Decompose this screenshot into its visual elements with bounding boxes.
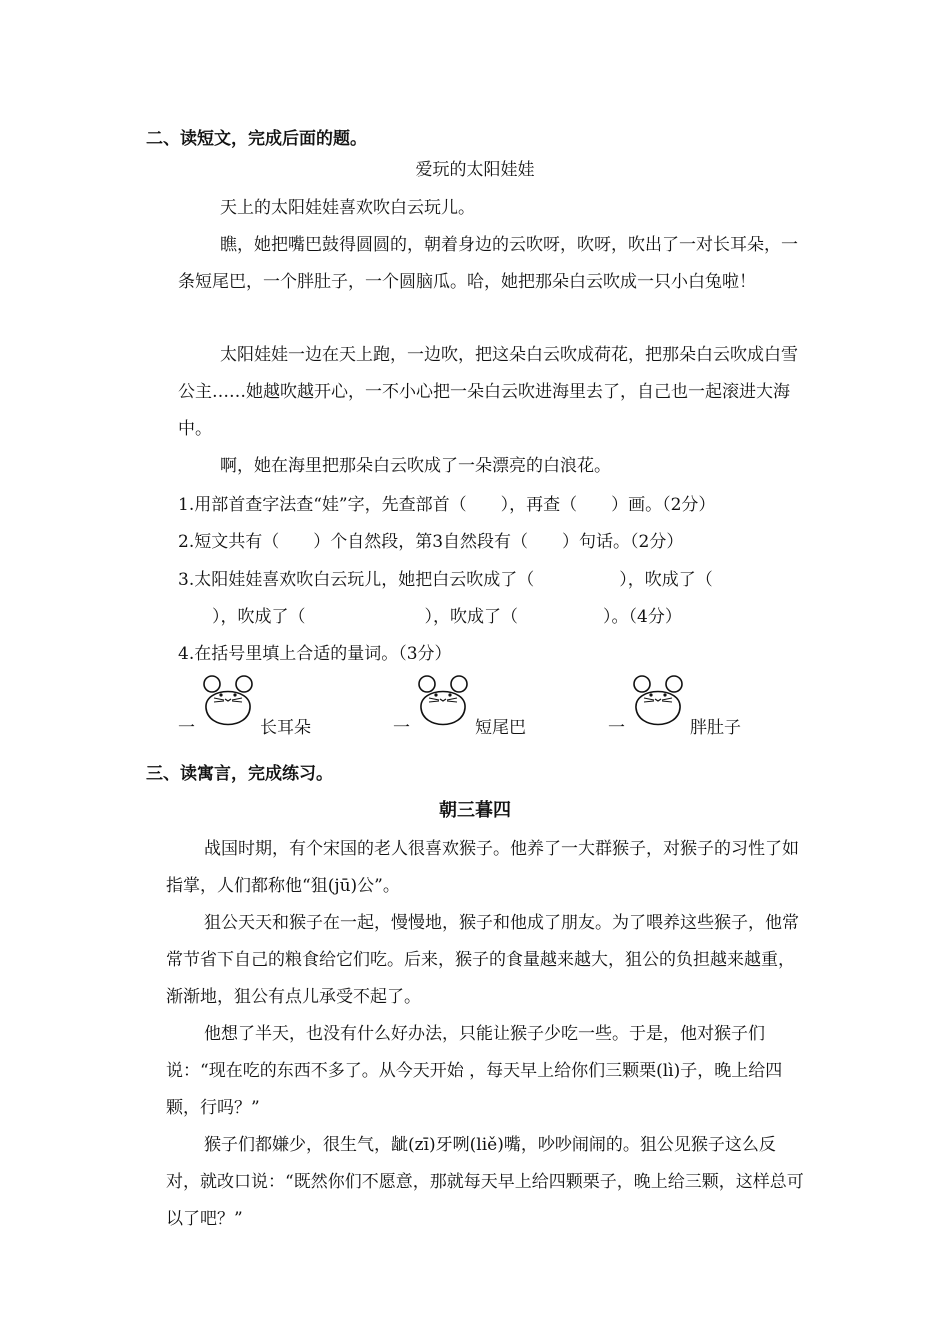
question-2: 2.短文共有（ ）个自然段，第3自然段有（ ）句话。（2分） xyxy=(178,532,684,552)
question-4: 4.在括号里填上合适的量词。（3分） xyxy=(178,644,452,664)
story2-paragraph-4: 猴子们都嫌少，很生气，龇(zī)牙咧(liě)嘴，吵吵闹闹的。狙公见猴子这么反对，就改口说：“既然你们不愿意，那就每天早上给四颗栗子，晚上给三颗，这样总可以了吧？” xyxy=(166,1135,804,1229)
measure-noun-2: 短尾巴 xyxy=(475,718,526,738)
question-3-line-2: ），吹成了（ ），吹成了（ ）。（4分） xyxy=(178,607,682,627)
story-title-2: 朝三暮四 xyxy=(439,800,511,821)
measure-noun-1: 长耳朵 xyxy=(260,718,311,738)
measure-prefix-2: 一 xyxy=(393,718,410,738)
story1-paragraph-4: 啊，她在海里把那朵白云吹成了一朵漂亮的白浪花。 xyxy=(220,456,611,476)
mouse-blank-icon xyxy=(413,672,473,734)
story1-paragraph-3: 太阳娃娃一边在天上跑，一边吹，把这朵白云吹成荷花，把那朵白云吹成白雪公主……她越吹越开心，一不小心把一朵白云吹进海里去了，自己也一起滚进大海中。 xyxy=(178,345,798,439)
question-3-line-1: 3.太阳娃娃喜欢吹白云玩儿，她把白云吹成了（ ），吹成了（ xyxy=(178,570,713,590)
story2-paragraph-1: 战国时期，有个宋国的老人很喜欢猴子。他养了一大群猴子，对猴子的习性了如指掌，人们都称他“狙(jū)公”。 xyxy=(166,839,799,896)
question-1: 1.用部首查字法查“娃”字，先查部首（ ），再查（ ）画。（2分） xyxy=(178,495,716,515)
section-2-heading: 二、读短文，完成后面的题。 xyxy=(146,129,367,149)
story-title-1: 爱玩的太阳娃娃 xyxy=(415,160,535,180)
story1-paragraph-2: 瞧，她把嘴巴鼓得圆圆的，朝着身边的云吹呀，吹呀，吹出了一对长耳朵，一条短尾巴，一个胖肚子，一个圆脑瓜。哈，她把那朵白云吹成一只小白兔啦！ xyxy=(178,235,798,292)
section-3-heading: 三、读寓言，完成练习。 xyxy=(146,764,333,784)
story2-paragraph-3: 他想了半天，也没有什么好办法，只能让猴子少吃一些。于是，他对猴子们说：“现在吃的东西不多了。从今天开始 ，每天早上给你们三颗栗(lì)子，晚上给四颗，行吗？” xyxy=(166,1024,783,1118)
mouse-blank-icon xyxy=(628,672,688,734)
measure-prefix-1: 一 xyxy=(178,718,195,738)
story2-paragraph-2: 狙公天天和猴子在一起，慢慢地，猴子和他成了朋友。为了喂养这些猴子，他常常节省下自己的粮食给它们吃。后来，猴子的食量越来越大，狙公的负担越来越重，渐渐地，狙公有点儿承受不起了。 xyxy=(166,913,799,1007)
story1-paragraph-1: 天上的太阳娃娃喜欢吹白云玩儿。 xyxy=(220,198,475,218)
mouse-blank-icon xyxy=(198,672,258,734)
measure-prefix-3: 一 xyxy=(608,718,625,738)
measure-noun-3: 胖肚子 xyxy=(690,718,741,738)
